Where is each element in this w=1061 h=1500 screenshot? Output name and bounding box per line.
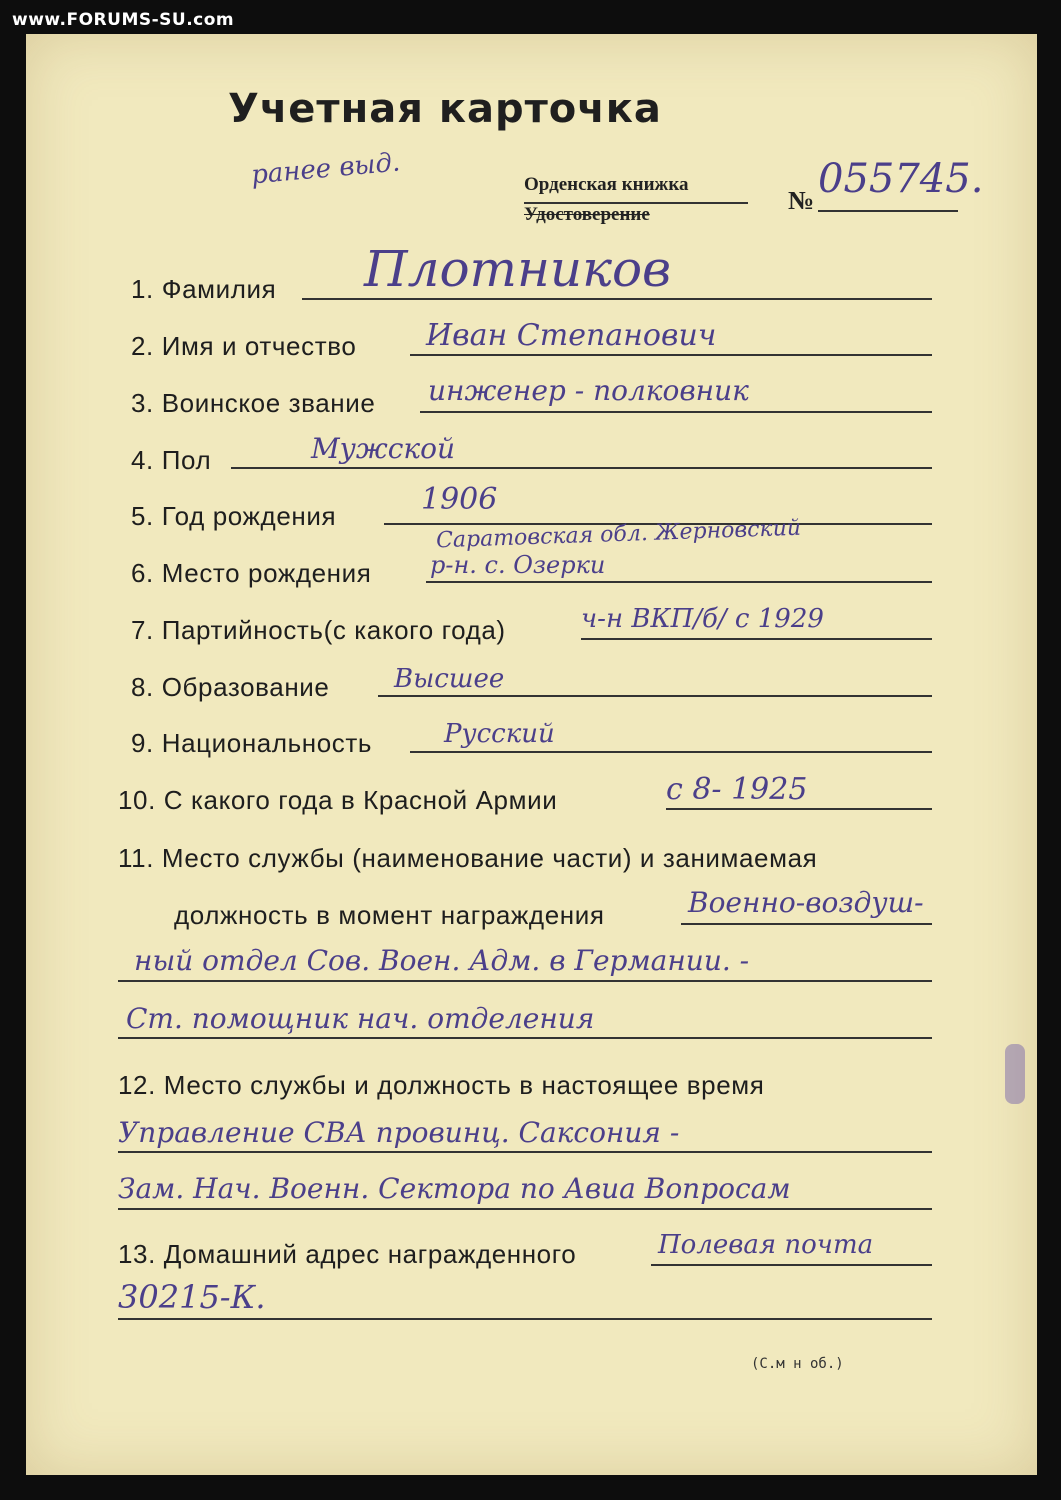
- record-card: [26, 34, 1037, 1475]
- field-label-service-line2: должность в момент награждения: [174, 900, 605, 930]
- card-title: Учетная карточка: [228, 86, 662, 132]
- field-label-birth-year: 5. Год рождения: [131, 501, 337, 531]
- field-label-nationality: 9. Национальность: [131, 728, 373, 758]
- number-sign: №: [788, 186, 815, 215]
- field-line: [118, 1318, 932, 1320]
- field-label-birthplace: 6. Место рождения: [131, 558, 372, 588]
- document-type-struck: Удостоверение: [524, 204, 650, 225]
- field-value-name: Иван Степанович: [426, 318, 717, 353]
- field-line: [666, 808, 932, 810]
- field-value-current-service-line2: Зам. Нач. Военн. Сектора по Авиа Вопросам: [118, 1172, 791, 1205]
- field-value-current-service-line1: Управление СВА провинц. Саксония -: [118, 1116, 680, 1149]
- watermark: www.FORUMS-SU.com: [12, 10, 235, 30]
- field-value-birth-year: 1906: [421, 482, 498, 517]
- field-value-service-line1: Военно-воздуш-: [688, 886, 924, 919]
- field-value-birthplace-line2: р-н. с. Озерки: [430, 551, 606, 579]
- field-line: [118, 980, 932, 982]
- ink-mark: [1005, 1044, 1025, 1104]
- field-value-service-line3: Ст. помощник нач. отделения: [126, 1002, 595, 1035]
- field-line: [302, 298, 932, 300]
- handwritten-note: ранее выд.: [249, 147, 402, 191]
- field-line: [420, 411, 932, 413]
- field-label-rank: 3. Воинское звание: [131, 388, 376, 418]
- field-line: [581, 638, 932, 640]
- field-label-party: 7. Партийность(с какого года): [131, 615, 506, 645]
- field-label-sex: 4. Пол: [131, 445, 212, 475]
- field-value-birthplace-line1: Саратовская обл. Жерновский: [435, 515, 802, 554]
- field-label-service-line1: 11. Место службы (наименование части) и занимаемая: [118, 843, 818, 873]
- field-value-home-address-line2: 30215-К.: [118, 1278, 266, 1316]
- field-value-surname: Плотников: [364, 240, 672, 298]
- field-value-nationality: Русский: [444, 719, 555, 749]
- field-line: [426, 581, 932, 583]
- footnote: (С.м н об.): [751, 1356, 844, 1372]
- field-line: [651, 1264, 932, 1266]
- field-line: [378, 695, 932, 697]
- field-value-service-line2: ный отдел Сов. Воен. Адм. в Германии. -: [134, 944, 750, 977]
- field-label-army-since: 10. С какого года в Красной Армии: [118, 785, 558, 815]
- field-label-name: 2. Имя и отчество: [131, 331, 357, 361]
- book-number: 055745.: [818, 156, 984, 202]
- field-line: [410, 354, 932, 356]
- field-line: [681, 923, 932, 925]
- field-label-education: 8. Образование: [131, 672, 330, 702]
- field-value-army-since: с 8- 1925: [666, 772, 808, 807]
- field-line: [231, 467, 932, 469]
- number-underline: [818, 210, 958, 212]
- field-line: [410, 751, 932, 753]
- field-line: [118, 1151, 932, 1153]
- document-type-printed: Орденская книжка: [524, 174, 689, 195]
- field-label-home-address: 13. Домашний адрес награжденного: [118, 1239, 577, 1269]
- field-value-education: Высшее: [394, 664, 505, 694]
- field-label-current-service: 12. Место службы и должность в настоящее время: [118, 1070, 765, 1100]
- field-line: [118, 1037, 932, 1039]
- field-value-party: ч-н ВКП/б/ с 1929: [581, 604, 824, 634]
- field-value-home-address-line1: Полевая почта: [658, 1230, 874, 1260]
- field-label-surname: 1. Фамилия: [131, 274, 277, 304]
- field-value-rank: инженер - полковник: [428, 374, 749, 407]
- field-value-sex: Мужской: [311, 432, 456, 465]
- field-line: [118, 1208, 932, 1210]
